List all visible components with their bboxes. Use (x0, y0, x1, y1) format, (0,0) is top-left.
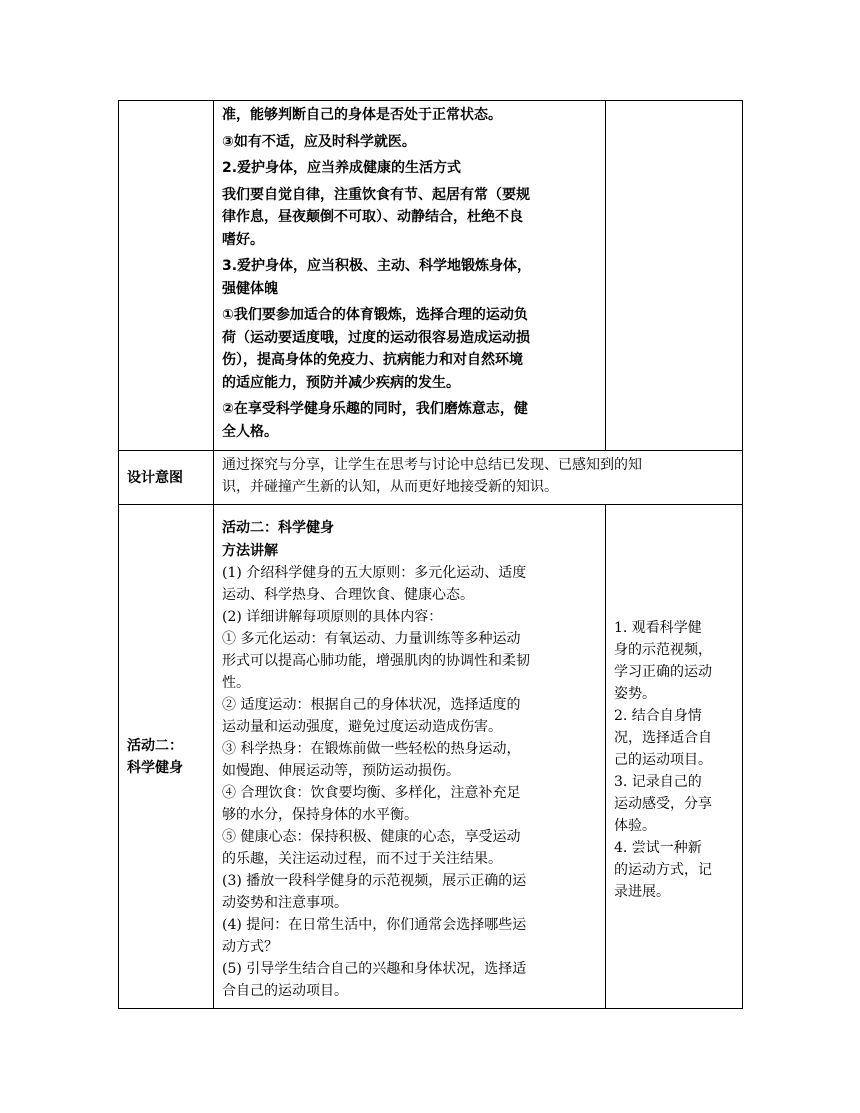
activity-line: 动方式？ (222, 939, 278, 955)
row1-content-cell (214, 101, 606, 451)
content-line: 律作息，昼夜颠倒不可取）、动静结合，杜绝不良 (222, 209, 523, 225)
row3-student-cell (606, 505, 743, 1009)
activity-label-line-1: 活动二： (127, 737, 183, 754)
row1-label-cell (119, 101, 214, 451)
activity-line: 性。 (222, 675, 250, 691)
student-activity-line: 2. 结合自身情 (614, 707, 702, 724)
student-activity-line: 体验。 (614, 817, 656, 834)
activity-line: (5) 引导学生结合自己的兴趣和身体状况，选择适 (222, 961, 527, 977)
design-intent-line-1: 通过探究与分享，让学生在思考与讨论中总结已发现、已感知到的知 (222, 457, 642, 473)
student-activity-line: 身的示范视频， (614, 641, 712, 658)
student-activity (606, 605, 742, 909)
activity-line: 形式可以提高心肺功能，增强肌肉的协调性和柔韧 (222, 653, 530, 669)
row2-content-cell (214, 451, 743, 505)
activity-line: 合自己的运动项目。 (222, 983, 348, 999)
activity-line: (1) 介绍科学健身的五大原则：多元化运动、适度 (222, 565, 527, 581)
activity-line: ⑤ 健康心态：保持积极、健康的心态，享受运动 (222, 829, 521, 845)
content-line: ③如有不适，应及时科学就医。 (222, 133, 416, 150)
row1-student-cell (606, 101, 743, 451)
content-line: 强健体魄 (222, 280, 278, 297)
table-row (119, 101, 743, 451)
student-activity-line: 3. 记录自己的 (614, 773, 702, 790)
activity-line: ④ 合理饮食：饮食要均衡、多样化，注意补充足 (222, 785, 521, 801)
student-activity-line: 况，选择适合自 (614, 729, 712, 746)
activity-line: 如慢跑、伸展运动等，预防运动损伤。 (222, 763, 460, 779)
activity-content (222, 562, 597, 1002)
activity-line: (4) 提问：在日常生活中，你们通常会选择哪些运 (222, 917, 527, 933)
activity-line: ② 适度运动：根据自己的身体状况，选择适度的 (222, 697, 521, 713)
content-line: 的适应能力，预防并减少疾病的发生。 (222, 374, 460, 391)
activity-line: ① 多元化运动：有氧运动、力量训练等多种运动 (222, 631, 521, 647)
student-activity-line: 的运动方式，记 (614, 861, 712, 878)
student-activity-line: 1. 观看科学健 (614, 619, 702, 636)
content-line: 荷（运动要适度哦，过度的运动很容易造成运动损 (222, 329, 530, 346)
content-line: 3.爱护身体，应当积极、主动、科学地锻炼身体， (222, 258, 532, 274)
row1-content (214, 101, 605, 449)
content-line: 准，能够判断自己的身体是否处于正常状态。 (222, 107, 502, 123)
method-heading: 方法讲解 (222, 542, 278, 559)
design-intent-label: 设计意图 (127, 469, 183, 486)
activity-line: 动姿势和注意事项。 (222, 895, 348, 911)
student-activity-line: 4. 尝试一种新 (614, 839, 702, 856)
activity-line: 运动量和运动强度，避免过度运动造成伤害。 (222, 719, 502, 735)
content-line: 我们要自觉自律，注重饮食有节、起居有常（要规 (222, 186, 530, 203)
design-intent-line-2: 识，并碰撞产生新的认知，从而更好地接受新的知识。 (222, 479, 558, 495)
student-activity-line: 学习正确的运动 (614, 663, 712, 680)
activity-line: 够的水分，保持身体的水平衡。 (222, 807, 418, 823)
activity-line: (2) 详细讲解每项原则的具体内容： (222, 609, 443, 625)
row2-label-cell (119, 451, 214, 505)
table-row (119, 451, 743, 505)
content-line: 全人格。 (222, 423, 278, 440)
student-activity-line: 运动感受，分享 (614, 795, 712, 812)
content-line: 2.爱护身体，应当养成健康的生活方式 (222, 160, 462, 176)
table-row (119, 505, 743, 1009)
activity-line: ③ 科学热身：在锻炼前做一些轻松的热身运动， (222, 741, 521, 757)
row3-content-cell (214, 505, 606, 1009)
student-activity-line: 己的运动项目。 (614, 751, 712, 768)
activity-line: (3) 播放一段科学健身的示范视频，展示正确的运 (222, 873, 527, 889)
student-activity-line: 录进展。 (614, 883, 670, 900)
row3-label-cell (119, 505, 214, 1009)
activity-line: 的乐趣，关注运动过程，而不过于关注结果。 (222, 851, 502, 867)
student-activity-line: 姿势。 (614, 685, 656, 702)
content-line: ①我们要参加适合的体育锻炼，选择合理的运动负 (222, 307, 528, 323)
activity-heading: 活动二：科学健身 (222, 520, 334, 536)
activity-label-line-2: 科学健身 (127, 759, 183, 776)
lesson-plan-table (118, 100, 743, 1009)
activity-line: 运动、科学热身、合理饮食、健康心态。 (222, 587, 474, 603)
content-line: ②在享受科学健身乐趣的同时，我们磨炼意志，健 (222, 401, 528, 417)
content-line: 伤），提高身体的免疫力、抗病能力和对自然环境 (222, 352, 523, 368)
content-line: 嗜好。 (222, 231, 264, 248)
